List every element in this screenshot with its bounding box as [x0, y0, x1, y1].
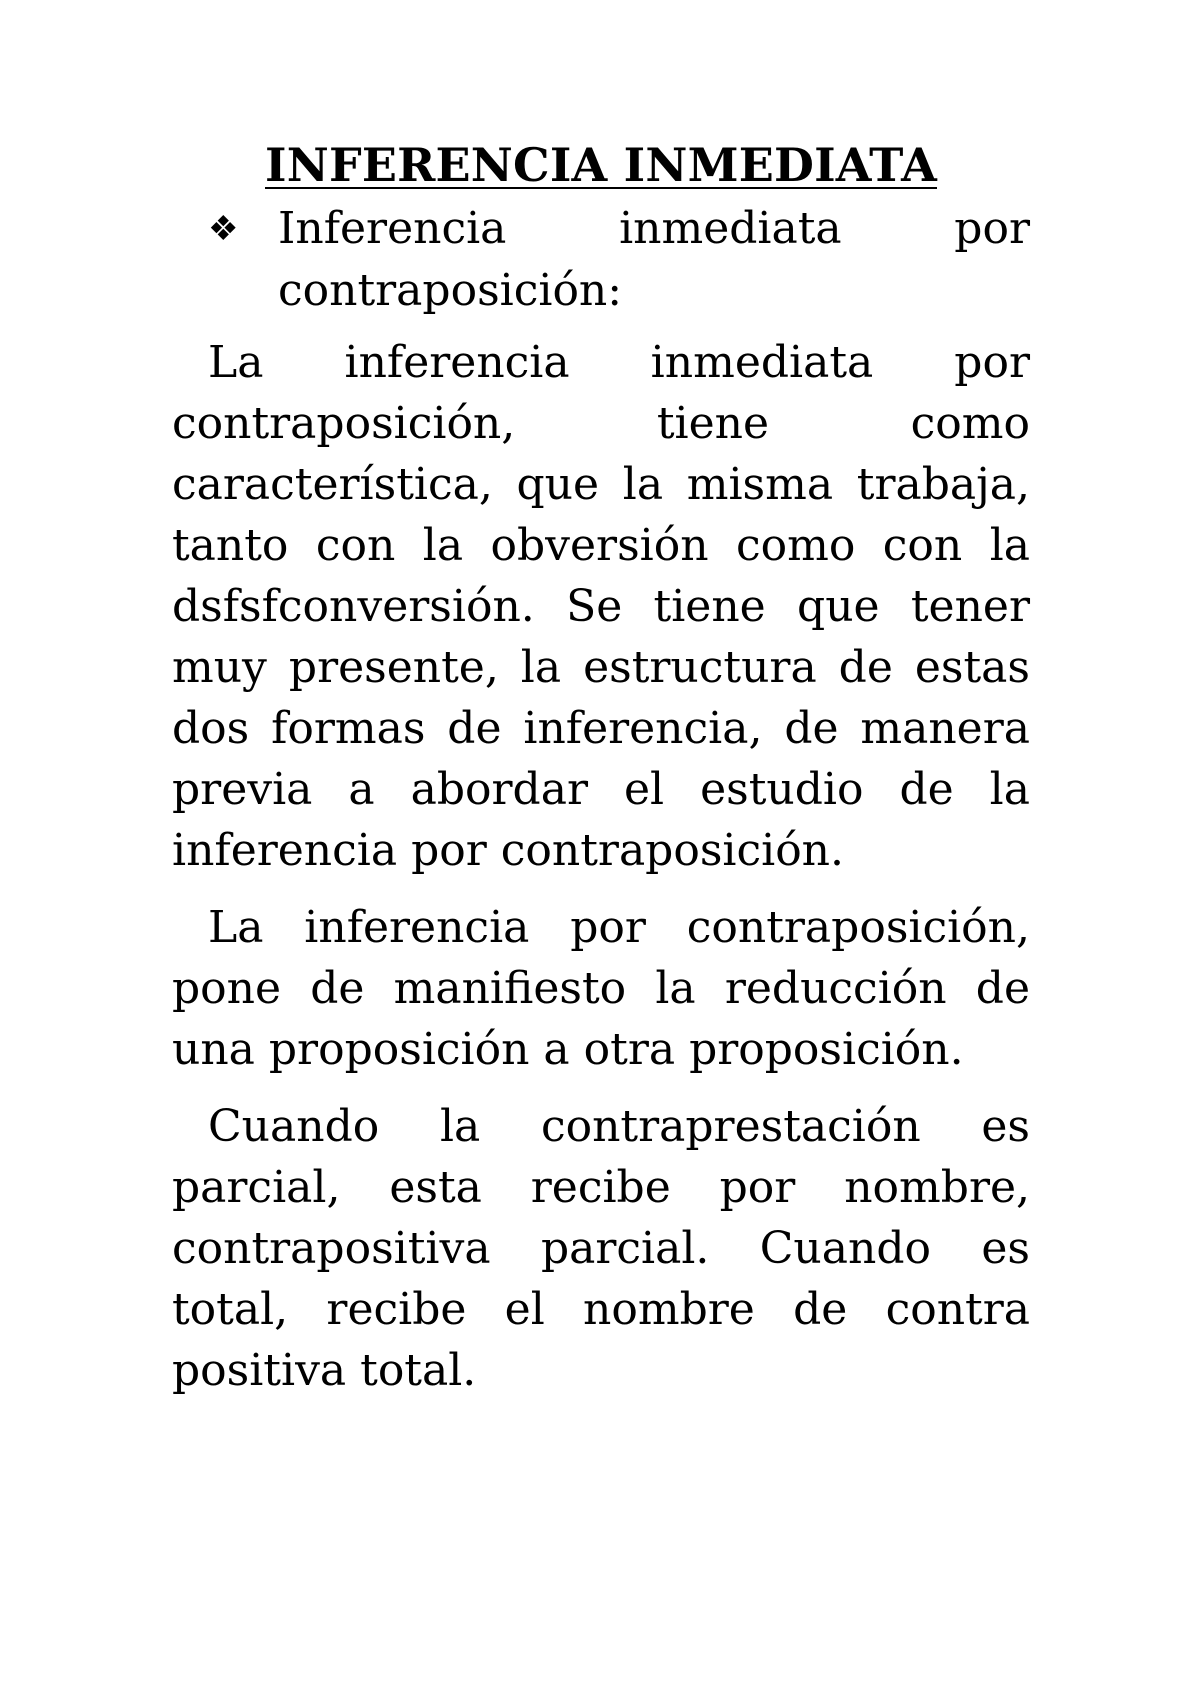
paragraph-3: Cuando la contraprestación es parcial, esta recibe por nombre, contrapositiva parcial. Cuando es total, recibe el nombre de contra positiva total.	[172, 1101, 1030, 1396]
page-title: INFERENCIA INMEDIATA	[265, 138, 937, 192]
bullet-text: Inferencia inmediata por contraposición:	[278, 203, 1030, 316]
bullet-item	[208, 198, 1030, 322]
paragraph-1: La inferencia inmediata por contraposición, tiene como característica, que la misma trabaja, tanto con la obversión como con la dsfsfconversión. Se tiene que tener muy presente, la estructura de estas dos formas de inferencia, de manera previa a abordar el estudio de la inferencia por contraposición.	[172, 337, 1030, 876]
paragraph-2: La inferencia por contraposición, pone de manifiesto la reducción de una proposición a otra proposición.	[172, 902, 1030, 1075]
diamond-bullet-icon: ❖	[208, 209, 239, 249]
document-page	[172, 138, 1030, 1417]
